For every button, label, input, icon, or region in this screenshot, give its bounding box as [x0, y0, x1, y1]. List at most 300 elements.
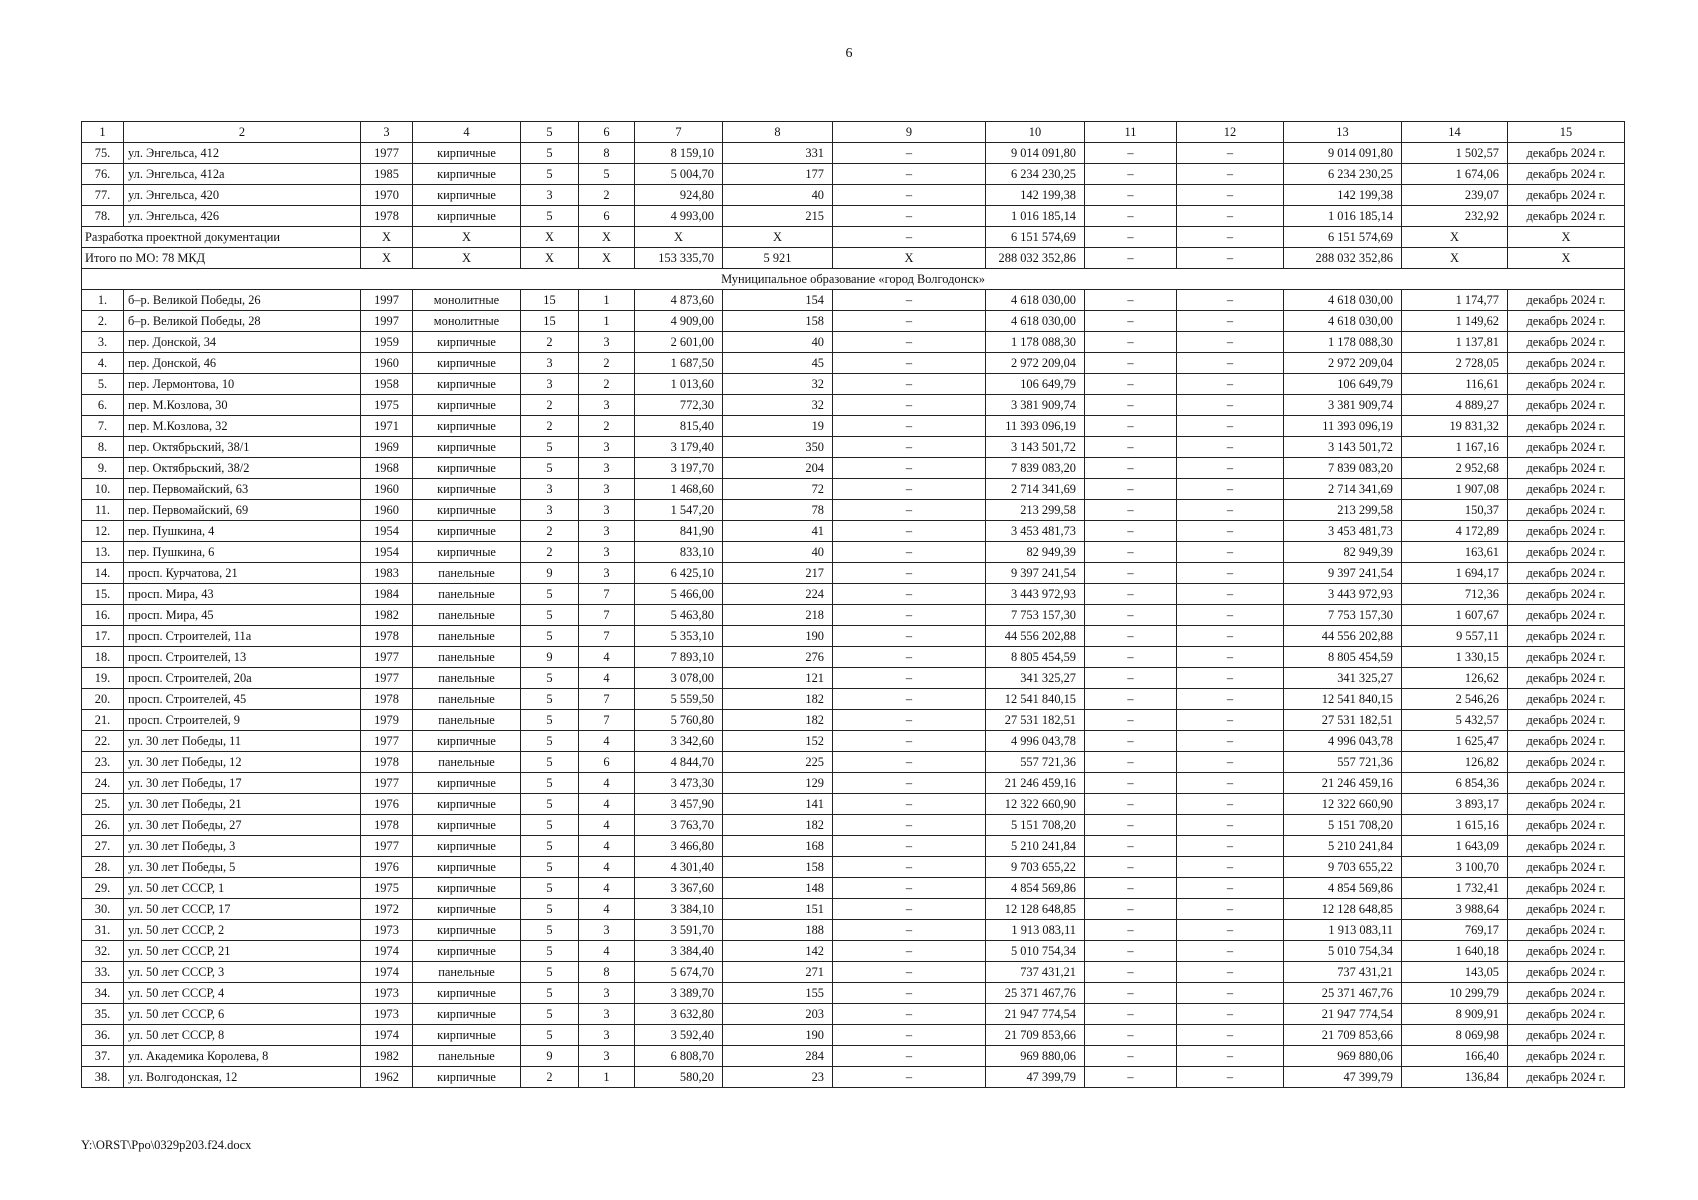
table-cell: 5: [521, 668, 579, 689]
table-cell: ул. 30 лет Победы, 3: [124, 836, 361, 857]
table-cell: 1 643,09: [1402, 836, 1508, 857]
table-cell: просп. Курчатова, 21: [124, 563, 361, 584]
table-cell: –: [1085, 542, 1177, 563]
table-cell: 4: [579, 836, 635, 857]
table-row: [82, 731, 1625, 752]
table-cell: 168: [723, 836, 833, 857]
table-cell: кирпичные: [413, 941, 521, 962]
table-cell: –: [833, 542, 986, 563]
table-cell: 21 709 853,66: [1284, 1025, 1402, 1046]
table-cell: кирпичные: [413, 521, 521, 542]
table-cell: декабрь 2024 г.: [1508, 395, 1625, 416]
table-cell: 5: [521, 1025, 579, 1046]
table-cell: 5 210 241,84: [1284, 836, 1402, 857]
table-cell: пер. Донской, 34: [124, 332, 361, 353]
table-cell: –: [1177, 143, 1284, 164]
table-row: [82, 1046, 1625, 1067]
table-cell: 737 431,21: [1284, 962, 1402, 983]
table-cell: –: [833, 815, 986, 836]
table-cell: б–р. Великой Победы, 28: [124, 311, 361, 332]
table-cell: –: [833, 563, 986, 584]
table-cell: декабрь 2024 г.: [1508, 416, 1625, 437]
table-cell: –: [833, 458, 986, 479]
table-cell: просп. Строителей, 11а: [124, 626, 361, 647]
table-cell: 1968: [361, 458, 413, 479]
table-cell: –: [1085, 941, 1177, 962]
summary-label: Разработка проектной документации: [82, 227, 361, 248]
table-cell: 1 016 185,14: [1284, 206, 1402, 227]
table-cell: 1969: [361, 437, 413, 458]
table-cell: –: [833, 836, 986, 857]
table-cell: 25.: [82, 794, 124, 815]
table-cell: 5.: [82, 374, 124, 395]
table-row: [82, 1025, 1625, 1046]
table-cell: 141: [723, 794, 833, 815]
table-cell: пер. Первомайский, 63: [124, 479, 361, 500]
table-cell: кирпичные: [413, 773, 521, 794]
table-cell: 1 174,77: [1402, 290, 1508, 311]
table-cell: 136,84: [1402, 1067, 1508, 1088]
table-cell: 17.: [82, 626, 124, 647]
table-row: [82, 290, 1625, 311]
table-cell: –: [1085, 1004, 1177, 1025]
table-cell: X: [521, 248, 579, 269]
table-cell: 23: [723, 1067, 833, 1088]
table-cell: –: [1177, 857, 1284, 878]
table-cell: 19: [723, 416, 833, 437]
table-cell: 1977: [361, 668, 413, 689]
column-header: 1: [82, 122, 124, 143]
table-row: [82, 983, 1625, 1004]
table-cell: панельные: [413, 1046, 521, 1067]
table-cell: панельные: [413, 647, 521, 668]
table-cell: 5 921: [723, 248, 833, 269]
table-row: [82, 416, 1625, 437]
table-cell: –: [1085, 311, 1177, 332]
table-cell: 3 143 501,72: [986, 437, 1085, 458]
table-cell: 26.: [82, 815, 124, 836]
table-cell: 3 632,80: [635, 1004, 723, 1025]
table-cell: 1979: [361, 710, 413, 731]
table-cell: 5: [521, 164, 579, 185]
table-cell: декабрь 2024 г.: [1508, 962, 1625, 983]
table-cell: декабрь 2024 г.: [1508, 164, 1625, 185]
table-cell: 9: [521, 563, 579, 584]
table-cell: кирпичные: [413, 458, 521, 479]
table-cell: 4: [579, 794, 635, 815]
column-header: 4: [413, 122, 521, 143]
table-cell: –: [1085, 1067, 1177, 1088]
table-cell: кирпичные: [413, 878, 521, 899]
table-cell: 4: [579, 878, 635, 899]
table-cell: декабрь 2024 г.: [1508, 332, 1625, 353]
file-path-footer: Y:\ORST\Ppo\0329p203.f24.docx: [81, 1138, 252, 1152]
table-cell: 24.: [82, 773, 124, 794]
table-cell: панельные: [413, 752, 521, 773]
table-cell: 177: [723, 164, 833, 185]
table-cell: 1: [579, 290, 635, 311]
table-cell: 7: [579, 626, 635, 647]
table-cell: 5 151 708,20: [1284, 815, 1402, 836]
table-cell: 2.: [82, 311, 124, 332]
table-cell: панельные: [413, 605, 521, 626]
table-cell: пер. Первомайский, 69: [124, 500, 361, 521]
table-cell: 6: [579, 206, 635, 227]
table-cell: X: [1402, 227, 1508, 248]
table-cell: 4: [579, 773, 635, 794]
table-cell: –: [833, 311, 986, 332]
table-cell: 20.: [82, 689, 124, 710]
table-cell: 2: [579, 374, 635, 395]
table-cell: X: [361, 248, 413, 269]
table-cell: 341 325,27: [986, 668, 1085, 689]
table-cell: 9: [521, 1046, 579, 1067]
table-row: [82, 752, 1625, 773]
table-cell: декабрь 2024 г.: [1508, 605, 1625, 626]
table-cell: –: [1085, 962, 1177, 983]
table-cell: кирпичные: [413, 332, 521, 353]
table-cell: 19.: [82, 668, 124, 689]
table-cell: декабрь 2024 г.: [1508, 563, 1625, 584]
table-cell: –: [1177, 794, 1284, 815]
column-header: 8: [723, 122, 833, 143]
table-cell: 712,36: [1402, 584, 1508, 605]
table-cell: 3: [579, 1025, 635, 1046]
table-cell: кирпичные: [413, 1004, 521, 1025]
table-cell: X: [579, 227, 635, 248]
table-cell: ул. 30 лет Победы, 11: [124, 731, 361, 752]
table-cell: 21 246 459,16: [1284, 773, 1402, 794]
table-cell: –: [1177, 689, 1284, 710]
table-cell: 21 246 459,16: [986, 773, 1085, 794]
table-cell: 4: [579, 647, 635, 668]
table-cell: 3 197,70: [635, 458, 723, 479]
table-cell: X: [723, 227, 833, 248]
table-cell: 8: [579, 143, 635, 164]
table-cell: 158: [723, 311, 833, 332]
table-cell: 76.: [82, 164, 124, 185]
table-cell: 213 299,58: [986, 500, 1085, 521]
table-cell: 4 618 030,00: [986, 290, 1085, 311]
table-cell: б–р. Великой Победы, 26: [124, 290, 361, 311]
table-cell: –: [1085, 752, 1177, 773]
table-cell: 1 330,15: [1402, 647, 1508, 668]
table-cell: –: [833, 773, 986, 794]
table-cell: 3 453 481,73: [986, 521, 1085, 542]
table-cell: декабрь 2024 г.: [1508, 353, 1625, 374]
table-cell: –: [1177, 899, 1284, 920]
table-cell: декабрь 2024 г.: [1508, 941, 1625, 962]
page-number: 6: [845, 46, 853, 61]
table-cell: –: [833, 626, 986, 647]
table-cell: 1 137,81: [1402, 332, 1508, 353]
table-cell: пер. Октябрьский, 38/1: [124, 437, 361, 458]
table-cell: 190: [723, 626, 833, 647]
table-cell: пер. Октябрьский, 38/2: [124, 458, 361, 479]
table-cell: 4 854 569,86: [986, 878, 1085, 899]
table-cell: –: [1177, 983, 1284, 1004]
table-cell: 25 371 467,76: [986, 983, 1085, 1004]
table-cell: 1.: [82, 290, 124, 311]
table-cell: 5: [521, 626, 579, 647]
table-cell: 13.: [82, 542, 124, 563]
table-cell: 3: [579, 1004, 635, 1025]
table-cell: кирпичные: [413, 1067, 521, 1088]
table-cell: декабрь 2024 г.: [1508, 647, 1625, 668]
table-cell: 9 014 091,80: [986, 143, 1085, 164]
table-cell: ул. 50 лет СССР, 1: [124, 878, 361, 899]
table-cell: декабрь 2024 г.: [1508, 794, 1625, 815]
table-row: [82, 668, 1625, 689]
table-cell: ул. 30 лет Победы, 27: [124, 815, 361, 836]
table-cell: декабрь 2024 г.: [1508, 290, 1625, 311]
table-cell: 1 547,20: [635, 500, 723, 521]
table-row: [82, 878, 1625, 899]
table-cell: 1973: [361, 983, 413, 1004]
column-header: 9: [833, 122, 986, 143]
column-header: 12: [1177, 122, 1284, 143]
column-header: 6: [579, 122, 635, 143]
table-cell: просп. Строителей, 45: [124, 689, 361, 710]
table-cell: –: [1177, 500, 1284, 521]
table-cell: –: [1177, 731, 1284, 752]
table-cell: 3: [579, 983, 635, 1004]
table-cell: 3 473,30: [635, 773, 723, 794]
table-cell: 9 014 091,80: [1284, 143, 1402, 164]
table-cell: 2: [521, 416, 579, 437]
table-cell: –: [1085, 731, 1177, 752]
table-cell: 1970: [361, 185, 413, 206]
table-cell: 142: [723, 941, 833, 962]
table-cell: 7 893,10: [635, 647, 723, 668]
table-cell: 3: [579, 437, 635, 458]
table-cell: пер. Пушкина, 6: [124, 542, 361, 563]
table-cell: 1 913 083,11: [1284, 920, 1402, 941]
table-cell: панельные: [413, 962, 521, 983]
table-cell: ул. 30 лет Победы, 17: [124, 773, 361, 794]
column-header: 5: [521, 122, 579, 143]
table-cell: 5: [521, 206, 579, 227]
table-cell: 5 432,57: [1402, 710, 1508, 731]
table-cell: 271: [723, 962, 833, 983]
table-cell: декабрь 2024 г.: [1508, 920, 1625, 941]
table-cell: 4 993,00: [635, 206, 723, 227]
table-cell: 224: [723, 584, 833, 605]
table-cell: кирпичные: [413, 920, 521, 941]
table-row: [82, 689, 1625, 710]
table-cell: 47 399,79: [986, 1067, 1085, 1088]
table-cell: просп. Строителей, 9: [124, 710, 361, 731]
table-cell: 1978: [361, 689, 413, 710]
table-cell: ул. 30 лет Победы, 12: [124, 752, 361, 773]
table-cell: 21 947 774,54: [986, 1004, 1085, 1025]
table-cell: –: [1177, 437, 1284, 458]
table-cell: –: [1085, 626, 1177, 647]
table-cell: 1 149,62: [1402, 311, 1508, 332]
table-cell: кирпичные: [413, 857, 521, 878]
table-cell: 3: [579, 395, 635, 416]
column-header: 15: [1508, 122, 1625, 143]
table-cell: 106 649,79: [1284, 374, 1402, 395]
table-cell: 350: [723, 437, 833, 458]
table-cell: –: [1177, 290, 1284, 311]
table-cell: 150,37: [1402, 500, 1508, 521]
table-cell: –: [1177, 542, 1284, 563]
table-cell: 28.: [82, 857, 124, 878]
table-cell: –: [833, 647, 986, 668]
table-cell: –: [1177, 815, 1284, 836]
table-cell: ул. Волгодонская, 12: [124, 1067, 361, 1088]
table-cell: –: [1085, 521, 1177, 542]
table-cell: 5: [521, 983, 579, 1004]
table-cell: –: [833, 185, 986, 206]
table-cell: 1 640,18: [1402, 941, 1508, 962]
summary-row: [82, 227, 1625, 248]
table-cell: ул. Академика Королева, 8: [124, 1046, 361, 1067]
table-cell: монолитные: [413, 311, 521, 332]
table-cell: 1997: [361, 290, 413, 311]
table-cell: 4 301,40: [635, 857, 723, 878]
table-cell: 1 732,41: [1402, 878, 1508, 899]
table-cell: кирпичные: [413, 185, 521, 206]
table-cell: –: [833, 1067, 986, 1088]
table-cell: 1958: [361, 374, 413, 395]
table-cell: декабрь 2024 г.: [1508, 584, 1625, 605]
table-cell: декабрь 2024 г.: [1508, 815, 1625, 836]
table-cell: 204: [723, 458, 833, 479]
table-row: [82, 647, 1625, 668]
table-cell: –: [1085, 374, 1177, 395]
table-cell: 4: [579, 815, 635, 836]
table-cell: 4 889,27: [1402, 395, 1508, 416]
table-cell: кирпичные: [413, 437, 521, 458]
table-cell: кирпичные: [413, 542, 521, 563]
table-cell: –: [1085, 437, 1177, 458]
table-cell: 7 753 157,30: [1284, 605, 1402, 626]
table-cell: 1960: [361, 479, 413, 500]
table-cell: 1 625,47: [1402, 731, 1508, 752]
table-cell: X: [833, 248, 986, 269]
table-cell: –: [833, 437, 986, 458]
table-cell: 3 988,64: [1402, 899, 1508, 920]
table-cell: 12 541 840,15: [1284, 689, 1402, 710]
table-cell: панельные: [413, 668, 521, 689]
table-cell: –: [1177, 479, 1284, 500]
table-cell: –: [1085, 836, 1177, 857]
table-cell: декабрь 2024 г.: [1508, 1004, 1625, 1025]
table-cell: 21 947 774,54: [1284, 1004, 1402, 1025]
table-cell: 6 234 230,25: [1284, 164, 1402, 185]
table-cell: –: [1085, 647, 1177, 668]
table-cell: 3: [579, 1046, 635, 1067]
column-header: 11: [1085, 122, 1177, 143]
table-cell: –: [1177, 1067, 1284, 1088]
table-cell: X: [579, 248, 635, 269]
table-cell: 4 618 030,00: [986, 311, 1085, 332]
table-cell: –: [1177, 647, 1284, 668]
table-cell: кирпичные: [413, 983, 521, 1004]
table-cell: 40: [723, 542, 833, 563]
table-cell: 32: [723, 374, 833, 395]
table-cell: X: [413, 248, 521, 269]
table-cell: 4 844,70: [635, 752, 723, 773]
table-cell: 7 839 083,20: [986, 458, 1085, 479]
table-cell: 2 601,00: [635, 332, 723, 353]
table-cell: кирпичные: [413, 416, 521, 437]
table-cell: кирпичные: [413, 500, 521, 521]
table-cell: 1960: [361, 500, 413, 521]
table-cell: декабрь 2024 г.: [1508, 206, 1625, 227]
table-cell: 833,10: [635, 542, 723, 563]
table-cell: 5: [521, 815, 579, 836]
table-cell: –: [1177, 227, 1284, 248]
table-row: [82, 206, 1625, 227]
table-cell: 215: [723, 206, 833, 227]
table-cell: 288 032 352,86: [1284, 248, 1402, 269]
table-cell: 4 996 043,78: [986, 731, 1085, 752]
table-cell: –: [1085, 290, 1177, 311]
table-cell: 126,82: [1402, 752, 1508, 773]
table-cell: 1 167,16: [1402, 437, 1508, 458]
table-cell: 6 151 574,69: [1284, 227, 1402, 248]
table-cell: пер. Лермонтова, 10: [124, 374, 361, 395]
table-cell: –: [833, 983, 986, 1004]
table-cell: 4: [579, 941, 635, 962]
table-cell: 2 714 341,69: [1284, 479, 1402, 500]
table-cell: –: [1085, 479, 1177, 500]
table-cell: –: [1085, 794, 1177, 815]
table-row: [82, 773, 1625, 794]
table-cell: –: [1177, 668, 1284, 689]
table-cell: –: [1177, 374, 1284, 395]
table-cell: 121: [723, 668, 833, 689]
table-cell: 5: [521, 584, 579, 605]
table-cell: 44 556 202,88: [1284, 626, 1402, 647]
table-cell: 5: [521, 794, 579, 815]
table-cell: 4 618 030,00: [1284, 311, 1402, 332]
table-cell: 1 607,67: [1402, 605, 1508, 626]
table-row: [82, 1004, 1625, 1025]
table-cell: 9 397 241,54: [1284, 563, 1402, 584]
table-cell: –: [833, 395, 986, 416]
table-cell: 3 591,70: [635, 920, 723, 941]
housing-repair-table: [81, 121, 1625, 1088]
table-cell: 3: [579, 563, 635, 584]
table-cell: –: [1085, 458, 1177, 479]
table-cell: кирпичные: [413, 836, 521, 857]
table-cell: 3 893,17: [1402, 794, 1508, 815]
table-row: [82, 794, 1625, 815]
table-cell: –: [1085, 395, 1177, 416]
table-cell: –: [833, 521, 986, 542]
table-cell: –: [1177, 1046, 1284, 1067]
table-cell: 1974: [361, 962, 413, 983]
table-cell: –: [1085, 710, 1177, 731]
table-cell: 1977: [361, 731, 413, 752]
table-cell: 5 760,80: [635, 710, 723, 731]
table-row: [82, 857, 1625, 878]
table-cell: X: [1508, 227, 1625, 248]
table-row: [82, 920, 1625, 941]
table-cell: –: [833, 962, 986, 983]
table-cell: 2: [521, 542, 579, 563]
table-cell: 5 674,70: [635, 962, 723, 983]
table-cell: 9 703 655,22: [1284, 857, 1402, 878]
table-cell: 218: [723, 605, 833, 626]
table-cell: 31.: [82, 920, 124, 941]
table-cell: 1 502,57: [1402, 143, 1508, 164]
table-cell: 7 753 157,30: [986, 605, 1085, 626]
